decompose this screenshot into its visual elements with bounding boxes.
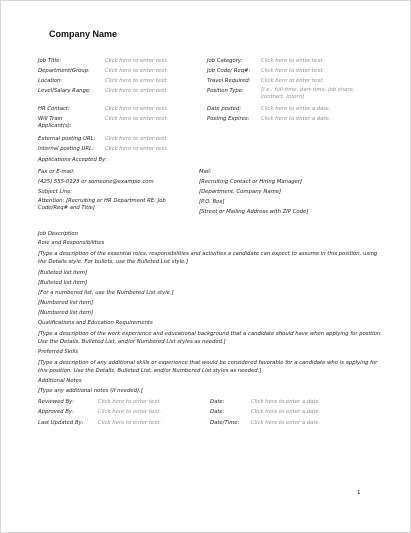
additional-notes-heading: Additional Notes [38, 378, 82, 384]
job-category-field[interactable]: Click here to enter text. [261, 58, 325, 64]
bullet-item-2[interactable]: [Bulleted list item] [38, 280, 88, 286]
mail-address-value[interactable]: [Street or Mailing Address with ZIP Code] [199, 209, 309, 215]
last-updated-date-label: Date/Time: [210, 420, 240, 426]
department-label: Department/Group: [38, 68, 90, 74]
applications-accepted-label: Applications Accepted By: [38, 157, 108, 163]
job-code-field[interactable]: Click here to enter text. [261, 68, 325, 74]
date-posted-field[interactable]: Click here to enter a date. [261, 106, 331, 112]
location-label: Location: [38, 78, 63, 84]
mail-department-value[interactable]: [Department, Company Name] [199, 189, 282, 195]
internal-url-label: Internal posting URL: [38, 146, 94, 152]
numbered-intro[interactable]: [For a numbered list, use the Numbered List style.] [38, 290, 174, 296]
mail-label: Mail: [199, 169, 212, 175]
travel-required-field[interactable]: Click here to enter text. [261, 78, 325, 84]
numbered-item-1[interactable]: [Numbered list item] [38, 300, 94, 306]
qualifications-text[interactable]: [Type a description of the work experience and educational background that a candidate should have when applying for position. Use the Details, Bulleted List, and/or Numbered List styles as needed.] [38, 331, 382, 345]
job-title-field[interactable]: Click here to enter text. [105, 58, 169, 64]
last-updated-label: Last Updated By: [38, 420, 84, 426]
mail-po-box-value[interactable]: [P.O. Box] [199, 199, 225, 205]
mail-contact-value[interactable]: [Recruiting Contact or Hiring Manager] [199, 179, 303, 185]
hr-contact-field[interactable]: Click here to enter text. [105, 106, 169, 112]
posting-expires-label: Posting Expires: [207, 116, 250, 122]
approved-by-field[interactable]: Click here to enter text. [98, 409, 162, 415]
preferred-skills-text[interactable]: [Type a description of any additional skills or experience that would be considered favorable for a candidate who is applying for this position. Use the Details, Bulleted List, and/or Numbered List styles as needed.] [38, 360, 378, 374]
location-field[interactable]: Click here to enter text. [105, 78, 169, 84]
job-category-label: Job Category: [207, 58, 243, 64]
external-url-label: External posting URL: [38, 136, 96, 142]
approved-date-label: Date: [210, 409, 225, 415]
approved-by-label: Approved By: [38, 409, 74, 415]
will-train-label: Will Train Applicant(s): [38, 116, 72, 129]
last-updated-field[interactable]: Click here to enter text. [98, 420, 162, 426]
reviewed-date-field[interactable]: Click here to enter a date. [251, 399, 321, 405]
reviewed-by-label: Reviewed By: [38, 399, 74, 405]
role-heading: Role and Responsibilities [38, 240, 105, 246]
date-posted-label: Date posted: [207, 106, 242, 112]
will-train-field[interactable]: Click here to enter text. [105, 116, 169, 122]
page-number: 1 [357, 490, 361, 496]
bullet-item-1[interactable]: [Bulleted list item] [38, 270, 88, 276]
travel-required-label: Travel Required: [207, 78, 251, 84]
subject-line-label: Subject Line: [38, 189, 73, 195]
qualifications-heading: Qualifications and Education Requirements [38, 320, 153, 326]
external-url-field[interactable]: Click here to enter text. [105, 136, 169, 142]
reviewed-by-field[interactable]: Click here to enter text. [98, 399, 162, 405]
approved-date-field[interactable]: Click here to enter a date. [251, 409, 321, 415]
position-type-field[interactable]: [i.e.: full-time, part-time, job share, contract, intern] [261, 87, 355, 100]
fax-email-label: Fax or E-mail: [38, 169, 75, 175]
job-description-heading: Job Description [38, 231, 79, 237]
job-code-label: Job Code/ Req#: [207, 68, 251, 74]
attention-value[interactable]: Attention: [Recruiting or HR Department RE: Job Code/Req# and Title] [38, 198, 166, 211]
company-name: Company Name [49, 29, 118, 39]
role-text[interactable]: [Type a description of the essential roles, responsibilities and activities a candidate can expect to assume in this position, using the Details style. For bullets, use the Bulleted List style.] [38, 251, 378, 265]
salary-range-field[interactable]: Click here to enter text. [105, 88, 169, 94]
department-field[interactable]: Click here to enter text. [105, 68, 169, 74]
fax-email-value[interactable]: (425) 555-0123 or someone@example.com [38, 179, 154, 185]
additional-notes-text[interactable]: [Type any additional notes (if needed).] [38, 388, 143, 394]
salary-range-label: Level/Salary Range: [38, 88, 91, 94]
last-updated-date-field[interactable]: Click here to enter a date. [251, 420, 321, 426]
internal-url-field[interactable]: Click here to enter text. [105, 146, 169, 152]
preferred-skills-heading: Preferred Skills [38, 349, 79, 355]
numbered-item-2[interactable]: [Numbered list item] [38, 310, 94, 316]
position-type-label: Position Type: [207, 88, 244, 94]
hr-contact-label: HR Contact: [38, 106, 70, 112]
job-title-label: Job Title: [38, 58, 62, 64]
reviewed-date-label: Date: [210, 399, 225, 405]
posting-expires-field[interactable]: Click here to enter a date. [261, 116, 331, 122]
